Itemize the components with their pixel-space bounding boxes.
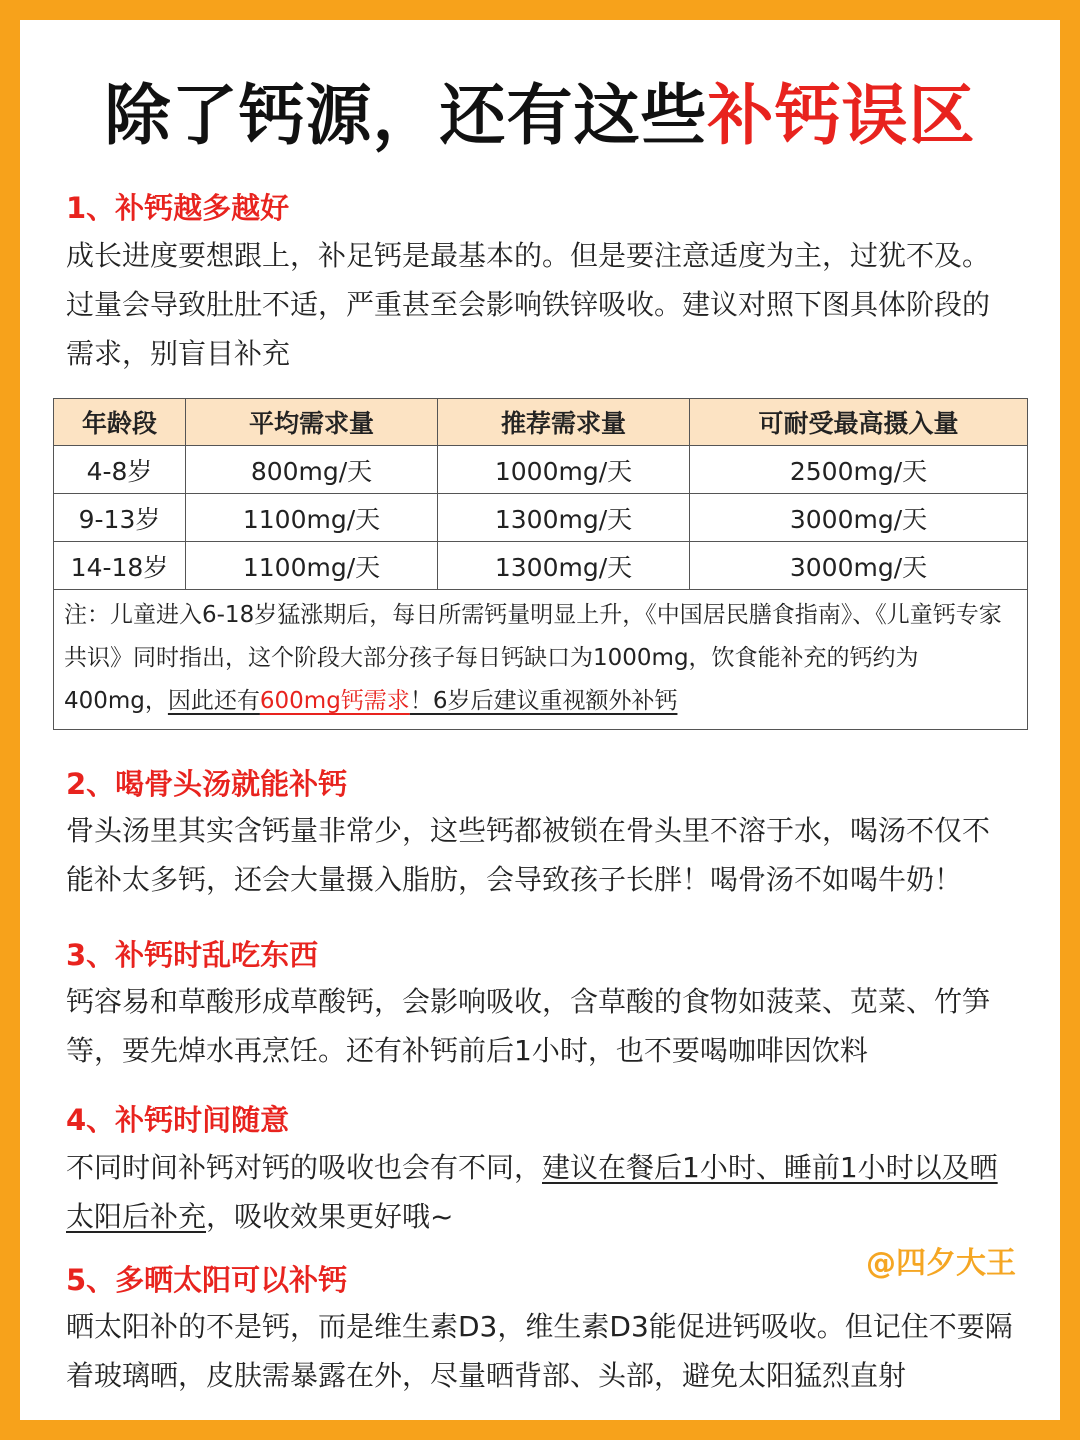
table-header-cell: 推荐需求量: [438, 399, 690, 446]
page-title: [0, 62, 1080, 157]
table-cell: 3000mg/天: [690, 494, 1028, 542]
calcium-intake-table: [53, 398, 1028, 730]
table-cell: 1300mg/天: [438, 542, 690, 590]
table-header-cell: 可耐受最高摄入量: [690, 399, 1028, 446]
section-2-body: 骨头汤里其实含钙量非常少，这些钙都被锁在骨头里不溶于水，喝汤不仅不能补太多钙，还会大量摄入脂肪，会导致孩子长胖！喝骨汤不如喝牛奶！: [66, 814, 991, 896]
table-cell: 1000mg/天: [438, 446, 690, 494]
table-cell: 4-8岁: [54, 446, 186, 494]
section-4-underlined: 建议在餐后1小时、睡前1小时以及晒太阳后补充: [66, 1151, 998, 1233]
note-text: 注：儿童进入6-18岁猛涨期后，每日所需钙量明显上升，《中国居民膳食指南》、《儿童钙专家共识》同时指出，这个阶段大部分孩子每日钙缺口为1000mg，饮食能补充的钙约为400mg，: [64, 602, 1002, 714]
note-underlined-tail: ！6岁后建议重视额外补钙: [409, 688, 678, 714]
title-highlight: 补钙误区: [707, 77, 976, 154]
table-header-cell: 平均需求量: [186, 399, 438, 446]
table-note: [54, 590, 1028, 730]
section-5-heading: 5、多晒太阳可以补钙: [66, 1263, 348, 1297]
section-1-heading: 1、补钙越多越好: [66, 191, 290, 225]
table-row: [54, 494, 1028, 542]
note-underlined-text: 因此还有: [167, 688, 260, 714]
section-1-body: 成长进度要想跟上，补足钙是最基本的。但是要注意适度为主，过犹不及。过量会导致肚肚不适，严重甚至会影响铁锌吸收。建议对照下图具体阶段的需求，别盲目补充: [66, 239, 991, 370]
table-cell: 2500mg/天: [690, 446, 1028, 494]
table-cell: 3000mg/天: [690, 542, 1028, 590]
author-watermark: @四夕大王: [866, 1246, 1016, 1281]
table-cell: 14-18岁: [54, 542, 186, 590]
section-3-heading: 3、补钙时乱吃东西: [66, 938, 319, 972]
table-cell: 1300mg/天: [438, 494, 690, 542]
section-5-body: 晒太阳补的不是钙，而是维生素D3，维生素D3能促进钙吸收。但记住不要隔着玻璃晒，皮肤需暴露在外，尽量晒背部、头部，避免太阳猛烈直射: [66, 1310, 1013, 1392]
table-cell: 9-13岁: [54, 494, 186, 542]
table-cell: 1100mg/天: [186, 494, 438, 542]
section-4-body: [66, 1143, 1016, 1241]
section-4-heading: 4、补钙时间随意: [66, 1103, 290, 1137]
section-2-heading: 2、喝骨头汤就能补钙: [66, 767, 348, 801]
table-row: [54, 542, 1028, 590]
table-header-row: [54, 399, 1028, 446]
section-3-body: 钙容易和草酸形成草酸钙，会影响吸收，含草酸的食物如菠菜、苋菜、竹笋等，要先焯水再烹饪。还有补钙前后1小时，也不要喝咖啡因饮料: [66, 985, 991, 1067]
table-row: [54, 446, 1028, 494]
note-highlight: 600mg钙需求: [259, 688, 410, 714]
section-4-tail: ，吸收效果更好哦~: [206, 1200, 454, 1233]
section-4-text: 不同时间补钙对钙的吸收也会有不同，: [66, 1151, 543, 1184]
table-cell: 800mg/天: [186, 446, 438, 494]
table-cell: 1100mg/天: [186, 542, 438, 590]
table-header-cell: 年龄段: [54, 399, 186, 446]
title-main: 除了钙源，还有这些: [104, 77, 708, 154]
table-note-row: [54, 590, 1028, 730]
